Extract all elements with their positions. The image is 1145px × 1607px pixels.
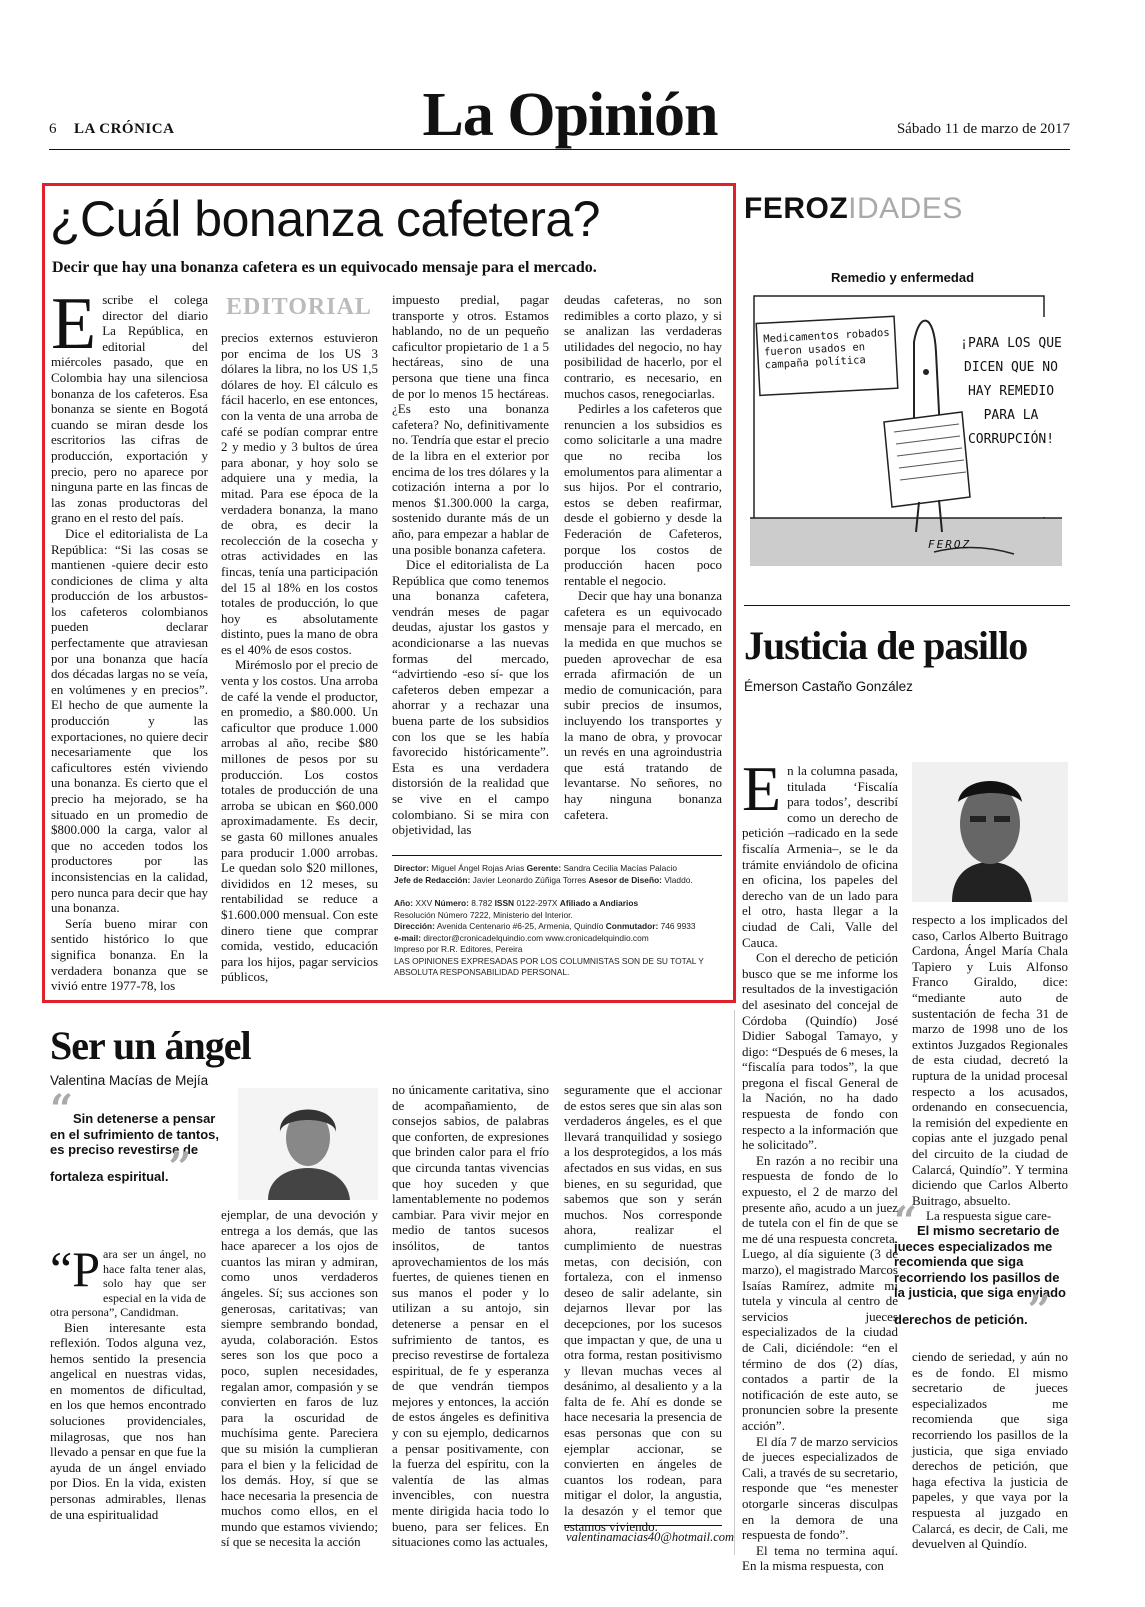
header-rule (49, 149, 1070, 150)
close-quote-icon: ” (168, 1143, 192, 1191)
label: Jefe de Redacción: (394, 874, 471, 885)
open-quote-icon: “ (50, 1086, 74, 1133)
disclaimer: LAS OPINIONES EXPRESADAS POR LOS COLUMNISTAS SON DE SU TOTAL Y ABSOLUTA RESPONSABILIDAD PERSONAL. (394, 955, 704, 977)
label: e-mail: (394, 932, 421, 943)
justicia-paragraph: La respuesta sigue care- (926, 1208, 1052, 1224)
editorial-paragraph: impuesto predial, pagar transporte y otros. Estamos hablando, no de un pequeño caficultor propietario de 1 a 5 hectáreas, sino de una persona que tiene una finca de por lo menos 15 hectáreas. ¿Es esto una bonanza cafetera? No, definitivamente no. Tendría que estar el precio de la libra en el exterior por encima de los tres dólares y la cotización interna a por lo menos $1.300.000 la carga, sostenido durante más de un año, para empezar a hablar de una posible bonanza cafetera. (392, 292, 549, 557)
editorial-subtitle: Decir que hay una bonanza cafetera es un equivocado mensaje para el mercado. (52, 259, 597, 276)
issue-date: Sábado 11 de marzo de 2017 (896, 121, 1070, 137)
angel-title: Ser un ángel (50, 1023, 251, 1068)
label: Asesor de Diseño: (588, 874, 662, 885)
angel-paragraph: Bien interesante esta reflexión. Todos alguna vez, hemos sentido la presencia angelical en nuestras vidas, en momentos de dificultad, en los que hemos encontrado soluciones providenciales, milagrosas, que nos han llevado a pensar en que fue la ayuda de un ángel enviado por Dios. En la vida, existen personas admirables, llenas de una espiritualidad (50, 1319, 206, 1522)
title-light: IDADES (848, 192, 963, 225)
paper-name: LA CRÓNICA (74, 121, 175, 137)
angel-column-3 (392, 1082, 549, 1559)
impreso: Impreso por R.R. Editores, Pereira (394, 944, 523, 954)
asesor-name: Vladdo. (664, 874, 693, 885)
justicia-drop-cap: E (742, 753, 782, 824)
label: Conmutador: (605, 921, 659, 931)
angel-paragraph: no únicamente caritativa, sino de acompañamiento, de consejos sabios, de palabras que conforten, de expresiones que brinden calor para el frío que circunda tantas vivencias que hoy suceden y que lamentablemente no podemos cambiar. Para vivir mejor en medio de tantos sucesos insólitos, de tantos aprovechamientos de los más fuertes, de quienes tienen en sus manos el poder y lo utilizan a su antojo, sin detenerse a pensar en el sufrimiento de tantos, es preciso revestirse de fortaleza espiritual, de fe y esperanza de que vendrán tiempos mejores y entonces, la acción de estos ángeles es definitiva y con su ejemplo, dedicarnos a pensar positivamente, con la fuerza del espíritu, con la valentía de las almas invencibles, con nuestra mente dirigida hacia todo lo bueno, para ser felices. En situaciones como las actuales, (392, 1082, 549, 1550)
email-rule (564, 1525, 722, 1526)
label: Año: (394, 898, 414, 908)
editorial-paragraph: deudas cafeteras, no son redimibles a corto plazo, y si se analizan las verdaderas utilidades del negocio, no hay posibilidad de hacerlo, por el contrario, es necesario, en muchos casos, renegociarlas. (564, 292, 722, 401)
label: Gerente: (526, 863, 562, 873)
angel-pull-quote (50, 1086, 230, 1191)
editorial-paragraph: Sería bueno mirar con sentido histórico lo que significa bonanza. En la verdadera bonanza que se vivió entre 1977-78, los (51, 915, 208, 994)
angel-drop-cap: “P (50, 1241, 101, 1297)
label: ISSN (494, 898, 515, 908)
justicia-paragraph: El tema no termina aquí. En la misma respuesta, con (742, 1542, 898, 1574)
justicia-column-3 (912, 1349, 1068, 1559)
editorial-paragraph: Dice el editorialista de La República que como tenemos una bonanza cafetera, vendrán meses de pagar deudas, ajustar los gastos y acondicionarse a las nuevas formas del mercado, “advirtiendo -eso sí- que los cafeteros deben empezar a ahorrar y a rechazar una buena parte de los subsidios con los que se les había favorecido históricamente”. Esta es una verdadera distorsión de la realidad que se vive en el campo colombiano. Si se mira con objetividad, las (392, 557, 549, 838)
title-bold: FEROZ (744, 192, 849, 225)
justicia-column-1 (742, 753, 898, 1574)
angel-column-4 (564, 1082, 722, 1534)
label: Número: (434, 898, 469, 908)
masthead-credits (394, 863, 724, 979)
angel-author: Valentina Macías de Mejía (50, 1073, 209, 1088)
editorial-paragraph: Decir que hay una bonanza cafetera es un equivocado mensaje para el mercado, en la medida en que muchos se pueden aprovechar de esa errada afirmación de un medio de comunicación, para subir precios de insumos, incluyendo los transportes y la mano de obra, y provocar un revés en una agroindustria que está tratando de levantarse. No señores, no hay ninguna bonanza cafetera. (564, 588, 722, 822)
editorial-paragraph: Mirémoslo por el precio de venta y los costos. Una arroba de café la vende el productor, en promedio, a $80.000. Un caficultor que produce 1.000 arrobas al año, recibe $80 millones de pesos por su producción. Los costos totales de producción de una arroba se ubican en $60.000 aproximadamente. Es decir, se gasta 60 millones anuales para producir 1.000 arrobas. Le quedan solo $20 millones, divididos en 12 meses, su rentabilidad se reduce a $1.600.000 mensual. Con este dinero tiene que comprar comida, vestido, educación para los hijos, pagar servicios públicos, (221, 657, 378, 985)
justicia-column-2 (912, 912, 1068, 1224)
justicia-title: Justicia de pasillo (744, 623, 1028, 668)
editorial-paragraph: scribe el colega director del diario La República, en editorial del miércoles pasado, que en Colombia hay una silenciosa bonanza de los cafeteros. Esa bonanza se siente en Bogotá cuando se miran desde los escritorios las cifras de producción, exportación y precio, pero no aparece por ninguna parte en las fincas de las zonas productoras del grano en el resto del país. (51, 292, 208, 526)
justicia-pull-quote (894, 1198, 1070, 1334)
justicia-paragraph: ciendo de seriedad, y aún no es de fondo. El mismo secretario de jueces especializados me recomienda que siga recorriendo los pasillos de la justicia, que siga enviado derechos de petición, que haga efectiva la justicia de papeles, y que vaya por la respuesta al juzgado en Calarcá, es decir, de Cali, me devuelven al Quindío. (912, 1349, 1068, 1552)
credits-rule (392, 855, 722, 856)
cartoon-sign-text: Medicamentos robados fueron usados en campaña política (763, 326, 890, 372)
page-number: 6 (49, 121, 57, 137)
gerente-name: Sandra Cecilia Macías Palacio (563, 863, 678, 873)
editorial-title: ¿Cuál bonanza cafetera? (50, 191, 600, 247)
angel-column-2 (221, 1207, 378, 1559)
justicia-paragraph: n la columna pasada, titulada ‘Fiscalía para todos’, describí como un derecho de petición –radicado en la sede fiscalía Armenia–, se le da trámite enviándolo de oficina en oficina, los papeles del derecho van de un lado para el otro, hasta llegar a la ciudad de Cali, Valle del Cauca. (742, 763, 898, 950)
column-divider (734, 1010, 735, 1555)
email-link[interactable]: director@cronicadelquindio.com www.cronicadelquindio.com (423, 932, 649, 943)
editorial-paragraph: Dice el editorialista de La República: “Si las cosas se mantienen -quiere decir esto condiciones de clima y alta producción de los arbustos- los cafeteros colombianos pueden declarar perfectamente que atraviesan por una bonanza que hacía dos décadas largas no se veía, en volúmenes y en precios”. El hecho de que aumente la producción y las exportaciones, no quiere decir necesariamente que los caficultores estén viviendo una bonanza. Es cierto que el precio ha mejorado, se ha situado en un promedio de $800.000 la carga, valor al que no acceden todos los productores por las inconsistencias en la calidad, pero nunca para decir que hay una bonanza. (51, 525, 208, 916)
angel-column-1 (50, 1241, 206, 1559)
cartoon-signature: FEROZ (928, 538, 972, 551)
angel-paragraph: ejemplar, de una devoción y entrega a los demás, que las hace aparecer a los ojos de cuantos las miran y admiran, como unos verdaderos ángeles. Sí; sus acciones son generosas, caritativas; van siempre sembrando bondad, ayuda, colaboración. Estos seres son los que poco a poco, suplen necesidades, regalan amor, compasión y se convierten en faros de luz para la oscuridad de muchísima gente. Pareciera que su misión la cumplieran para el bien y la felicidad de los demás. Hoy, sí que se hace necesaria la presencia de muchos como ellos, en el mundo que estamos viviendo; sí que se necesita la acción (221, 1207, 378, 1550)
section-divider (744, 605, 1070, 606)
open-quote-icon: “ (894, 1198, 918, 1245)
editorial-label: EDITORIAL (226, 294, 372, 320)
pull-quote-text: Sin detenerse a pensar en el sufrimiento de tantos, es preciso revestirse de fortaleza espiritual. (50, 1111, 220, 1184)
editorial-column-1 (51, 283, 208, 994)
issn: 0122-297X (516, 898, 558, 908)
justicia-paragraph: Con el derecho de petición busco que se me informe los resultados de la investigación del asesinato del concejal de Córdoba (Quindío) José Didier Sabogal Tamayo, y digo: “Después de 6 meses, la “fiscalía para todos”, la que pregona el fiscal General de la Nación, no ha dado respuesta de fondo con respecto a la información que he solicitado”. (742, 950, 898, 1153)
editorial-column-4 (564, 292, 722, 832)
afiliado: Afiliado a Andiarios (559, 898, 639, 908)
ferozidades-title (744, 192, 963, 226)
cartoon-title: Remedio y enfermedad (830, 270, 975, 285)
editorial-column-2 (221, 330, 378, 992)
justicia-paragraph: El día 7 de marzo servicios de jueces especializados de Cali, a través de su secretario, responde que “es menester otorgarle sinceras disculpas en la demora de una respuesta de fondo”. (742, 1433, 898, 1543)
angel-paragraph: seguramente que el accionar de estos seres que sin alas son verdaderos ángeles, es el que llevará tranquilidad y sosiego a los desprotegidos, a los más afectados en sus vidas, en sus bienes, en su seguridad, que sabemos que son y serán muchos. Nos corresponde ahora, realizar el cumplimiento de nuestras metas, con decisión, con fortaleza, con el inmenso deseo de salir adelante, sin dejarnos llevar por las decepciones, por los sucesos que impactan y que, de una u otra forma, restan positivismo y llevan muchas veces al desánimo, al desaliento y a la falta de fe. Ahí es donde se hace necesaria la presencia de esas personas que con su ejemplar accionar, se convierten en ángeles de cuantos los rodean, para mitigar el dolor, la angustia, la desazón y el temor que estamos viviendo. (564, 1082, 722, 1534)
author-email[interactable]: valentinamacias40@hotmail.com (566, 1530, 735, 1544)
editorial-drop-cap: E (51, 283, 97, 365)
section-title: La Opinión (422, 81, 718, 149)
director-name: Miguel Ángel Rojas Arias (431, 863, 525, 873)
justicia-paragraph: respecto a los implicados del caso, Carlos Alberto Buitrago Cardona, Ángel María Chala Tapiero y Luis Alfonso Franco Giraldo, dice: “mediante auto de sustentación de fecha 31 de marzo de 1998 uno de los extintos Juzgados Regionales de esta ciudad, decretó la ruptura de la unidad procesal respecto a los acusados, ordenando en consecuencia, la remisión del expediente en copias ante el juzgado penal del circuito de la ciudad de Calarcá, Quindío”. Y termina diciendo que Carlos Alberto Buitrago, absuelto. (912, 912, 1068, 1208)
portrait-image (238, 1088, 378, 1200)
author-photo-emerson (912, 762, 1068, 902)
conmutador: 746 9933 (660, 921, 696, 931)
label: Director: (394, 863, 429, 873)
cartoon-speech: ¡PARA LOS QUE DICEN QUE NO HAY REMEDIO PARA LA CORRUPCIÓN! (960, 336, 1062, 447)
editorial-paragraph: Pedirles a los cafeteros que renuncien a los subsidios es como solicitarle a una madre que no reciba los emolumentos para alimentar a sus hijos. Por el contrario, estos se deben reafirmar, desde el gobierno y desde la Federación de Cafeteros, porque los costos de producción hacen poco rentable el negocio. (564, 401, 722, 588)
direccion: Avenida Centenario #6-25, Armenia, Quindío (436, 921, 604, 931)
editorial-column-3 (392, 292, 549, 838)
pull-quote-text: El mismo secretario de jueces especializados me recomienda que siga recorriendo los pasillos de la justicia, que siga enviado derechos de petición. (894, 1223, 1066, 1327)
numero: 8.782 (471, 898, 493, 908)
drop-letter: P (72, 1241, 101, 1297)
author-photo-valentina (238, 1088, 378, 1200)
ano: XXV (415, 898, 433, 908)
close-quote-icon: ” (1027, 1286, 1051, 1334)
justicia-author: Émerson Castaño González (744, 679, 913, 694)
editorial-paragraph: precios externos estuvieron por encima de los US 3 dólares la libra, no los US 1,5 dólares de hoy. El cálculo es fácil hacerlo, en ese entonces, con la venta de una arroba de café se podían comprar entre 2 y medio y 3 bultos de úrea para abonar, y hoy solo se adquiere una y media, la mitad. Para ese época de la verdadera bonanza, la mano de obra, es decir la recolección de la cosecha y otras actividades en las fincas, tenía una participación del 15 al 18% en los costos totales de producción, lo que hoy es absolutamente distinto, pues la mano de obra es el 40% de esos costos. (221, 330, 378, 657)
jefe-name: Javier Leonardo Zúñiga Torres (472, 874, 587, 885)
justicia-paragraph: En razón a no recibir una respuesta de fondo de lo expuesto, el 2 de marzo del presente año, acudo a un juez de tutela con el fin de que se me dé una respuesta concreta. Luego, al día siguiente (3 de marzo), el magistrado Marcos Isaías Ramírez, admite mi tutela y vincula al centro de servicios jueces especializados de la ciudad de Cali, diciéndole: “en el término de dos (2) días, contados a partir de la notificación de este auto, se pronuncien sobre la presente acción”. (742, 1152, 898, 1433)
angel-intro: ara ser un ángel, no hace falta tener alas, solo hay que ser especial en la vida de otra persona”, Candidman. (50, 1247, 206, 1319)
portrait-image (912, 762, 1068, 902)
label: Dirección: (394, 921, 435, 931)
resolucion: Resolución Número 7222, Ministerio del Interior. (394, 909, 573, 920)
